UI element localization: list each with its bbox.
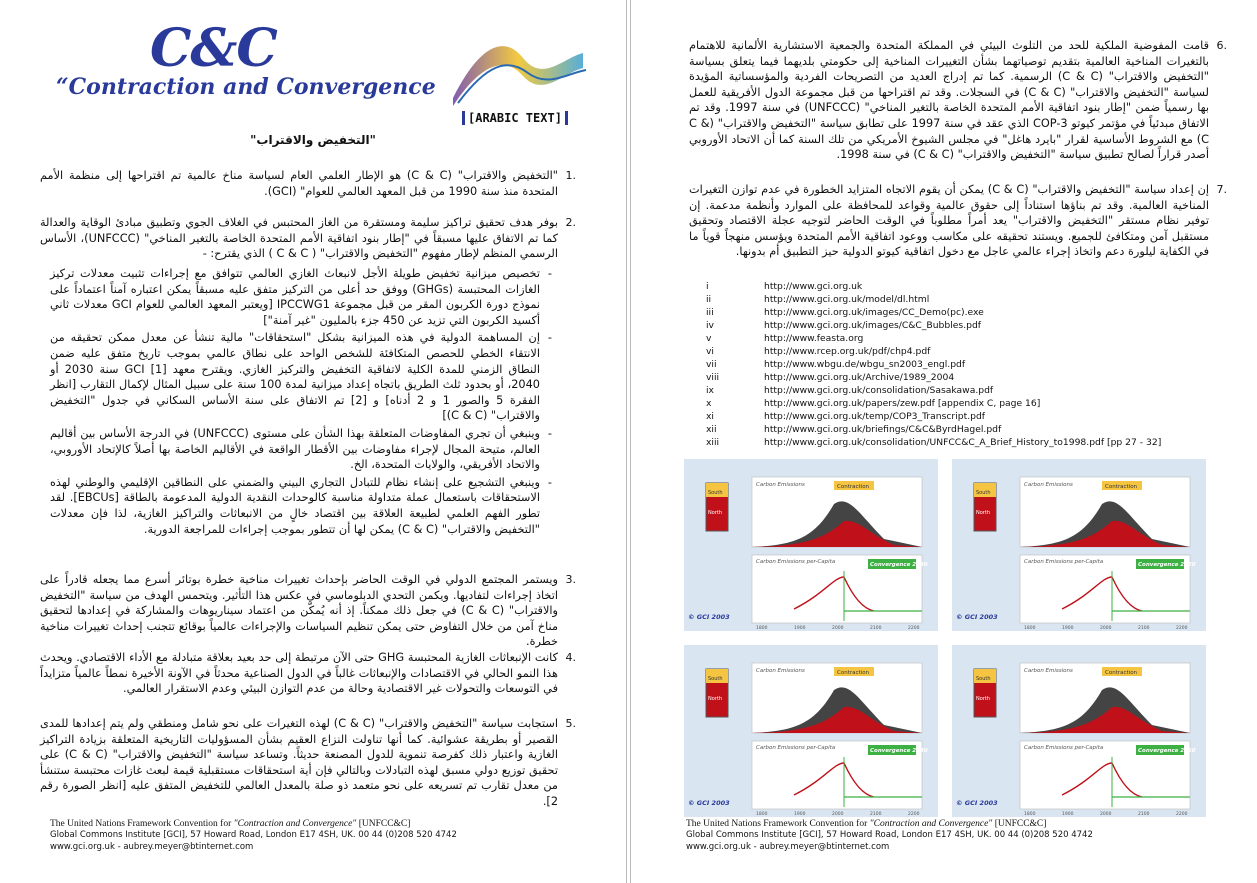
region-label-south: South — [708, 676, 723, 682]
footer-line-1: The United Nations Framework Convention for "Contraction and Convergence" [UNFCC&C] — [686, 818, 1047, 829]
paragraph-text: قامت المفوضية الملكية للحد من التلوث البيئي في المملكة المتحدة والجمعية الاستشارية الألمانية للاهتمام بالتغيرات المناخية العالمية بتقديم توصياتهما بشأن التغييرات المناخية إلى حكومتي بلديهما فيما يتعلق بسياسة "التخفيض والاقتراب" (C & C) الرسمية. كما تم إدراج العديد من التصريحات الفردية والمؤسساتية المؤيدة لسياسة "التخفيض والاقتراب" (C & C) في السجلات. وقد تم اقتراحها من قبل مجموعة الدول الأفريقية للعمل بها رسمياً ضمن "إطار بنود اتفاقية الأمم المتحدة الخاصة بالتغير المناخي" (UNFCCC) في سنة 1997. وقد تم الاتفاق مبدئياً في مؤتمر كيوتو COP-3 الذي عقد في سنة 1997 على تطابق سياسة "التخفيض والاقتراب" (C & C) مع الشروط الأساسية لقرار "بايرد هاغل" في مجلس الشيوخ الأمريكي من تلك السنة كما أن الاتحاد الأوروبي أصدر قراراً لصالح تطبيق سياسة "التخفيض والاقتراب" (C & C) في سنة 1998. — [689, 39, 1209, 162]
reference-url[interactable]: http://www.gci.org.uk/consolidation/UNFCC&C_A_Brief_History_to1998.pdf [pp 27 - 32] — [764, 437, 1162, 448]
reference-item — [706, 332, 1176, 345]
lower-chart-title: Carbon Emissions per-Capita — [756, 745, 836, 751]
reference-item — [706, 345, 1176, 358]
reference-url[interactable]: http://www.wbgu.de/wbgu_sn2003_engl.pdf — [764, 359, 966, 370]
gci-credit: © GCI 2003 — [956, 613, 998, 621]
upper-chart-title: Carbon Emissions — [1024, 668, 1073, 674]
list-item: - وينبغي التشجيع على إنشاء نظام للتبادل التجاري البيني والضمني على النطاقين الإقليمي والوطني لهذه الاستحقاقات باستعمال عملة متداولة مناسبة كالوحدات النقدية الدولية المدعومة بالطاقة [EBCUs]. لقد تطور الفهم العلمي لطبيعة العلاقة بين اقتصاد خالٍ من الانبعاثات والتراكيز الغازية، لذا فإن معدلات "التخفيض والاقتراب" (C & C) يمكن لها أن تتطور بموجب إجراءات للمراجعة الدورية. — [50, 475, 540, 537]
paragraph-text: "التخفيض والاقتراب" (C & C) هو الإطار العلمي العام لسياسة مناخ عالمية تم اقتراحها إلى منظمة الأمم المتحدة منذ سنة 1990 من قبل المعهد العالمي للعوام" (GCI). — [40, 169, 558, 198]
paragraph-text: بوفر هدف تحقيق تراكيز سليمة ومستقرة من الغاز المحتبس في الغلاف الجوي وتطبيق مبادئ الوقاية والعدالة كما تم الاتفاق عليها مسبقاً في "إطار بنود اتفاقية الأمم المتحدة الخاصة بالتغير المناخي" (UNFCCC)، الأساس الرسمي المنظم لإطار مفهوم "التخفيض والاقتراب" ( C & C ) الذي يقترح: - — [40, 216, 558, 261]
x-tick-label: 2200 — [1176, 812, 1188, 817]
lower-chart-title: Carbon Emissions per-Capita — [1024, 745, 1104, 751]
reference-numeral: x — [706, 398, 712, 409]
reference-url[interactable]: http://www.gci.org.uk/images/CC_Demo(pc).exe — [764, 307, 984, 318]
reference-item — [706, 306, 1176, 319]
paragraph-5 — [40, 716, 576, 810]
reference-item — [706, 423, 1176, 436]
reference-numeral: vii — [706, 359, 717, 370]
reference-url[interactable]: http://www.gci.org.uk/papers/zew.pdf [appendix C, page 16] — [764, 398, 1041, 409]
region-label-north: North — [976, 696, 990, 702]
x-tick-label: 2100 — [870, 626, 882, 631]
paragraph-text: كانت الإنبعاثات الغازية المحتبسة GHG حتى الآن مرتبطة إلى حد بعيد بعلاقة متبادلة مع الأداء الاقتصادي. ويحدث هذا النمو الحالي في الاقتصادات والإنبعاثات غالباً في الدول الصناعية محدثاً في الآونة الأخيرة نمطاً عالمياً متزايداً في التوسعات والتحولات غير الاقتصادية وحالة من عدم التوازن البيئي وعدم الاستقرار العالمي. — [40, 651, 558, 696]
reference-url[interactable]: http://www.rcep.org.uk/pdf/chp4.pdf — [764, 346, 931, 357]
contraction-label: Contraction — [1105, 484, 1138, 490]
x-tick-label: 1800 — [1024, 812, 1036, 817]
x-tick-label: 1800 — [756, 812, 768, 817]
logo-wave-graphic — [448, 28, 588, 108]
bullet-list — [50, 266, 540, 539]
reference-item — [706, 280, 1176, 293]
reference-numeral: xi — [706, 411, 714, 422]
region-label-south: South — [976, 676, 991, 682]
x-tick-label: 2100 — [1138, 812, 1150, 817]
logo-subtitle: “Contraction and Convergence — [56, 74, 436, 100]
contraction-convergence-figures — [684, 459, 1206, 819]
footer-line-2: Global Commons Institute [GCI], 57 Howard Road, London E17 4SH, UK. 00 44 (0)208 520 4742 — [686, 830, 1093, 840]
contraction-label: Contraction — [1105, 670, 1138, 676]
reference-numeral: ix — [706, 385, 714, 396]
list-item: - إن المساهمة الدولية في هذه الميزانية بشكل "استحقاقات" مالية تنشأ عن معدل ممكن تحقيقه من الانتقاء الخطي للحصص المتكافئة للشخص الواحد على نطاق عالمي بموجب تاريخ متفق عليه ضمن النطاق الزمني للمدة الكلية لاتفاقية التخفيض والتركيز الغازي. ويقترح معهد GCI [1] سنة 2030 أو 2040، أو بحدود ثلث الطريق باتجاه إعداد ميزانية لمدة 100 سنة على سبيل المثال لإكمال التقارب [انظر الفقرة 5 والصور 1 و 2 أدناه] و [2] تم الاتفاق على سنة الأساس السكاني في جدول "التخفيض والاقتراب" (C & C)] — [50, 330, 540, 424]
reference-numeral: xii — [706, 424, 717, 435]
region-label-north: North — [708, 696, 722, 702]
upper-chart-title: Carbon Emissions — [1024, 482, 1073, 488]
region-label-north: North — [708, 510, 722, 516]
paragraph-number: 2. — [565, 216, 576, 229]
paragraph-4 — [40, 650, 576, 697]
reference-url[interactable]: http://www.gci.org.uk/temp/COP3_Transcript.pdf — [764, 411, 986, 422]
contraction-label: Contraction — [837, 670, 870, 676]
reference-numeral: vi — [706, 346, 714, 357]
footer-line-1: The United Nations Framework Convention for "Contraction and Convergence" [UNFCC&C] — [50, 818, 411, 829]
x-tick-label: 1800 — [1024, 626, 1036, 631]
region-label-south: South — [708, 490, 723, 496]
paragraph-number: 7. — [1216, 183, 1227, 196]
x-tick-label: 2100 — [1138, 626, 1150, 631]
reference-list — [706, 280, 1176, 449]
footer-line-2: Global Commons Institute [GCI], 57 Howard Road, London E17 4SH, UK. 00 44 (0)208 520 4742 — [50, 830, 457, 840]
logo-title: C&C — [150, 18, 277, 79]
reference-url[interactable]: http://www.gci.org.uk/model/dl.html — [764, 294, 930, 305]
x-tick-label: 2200 — [908, 812, 920, 817]
list-item: - تخصيص ميزانية تخفيض طويلة الأجل لانبعاث الغازي العالمي تتوافق مع إجراءات تثبيت معدلات تركيز الغازات المحتبسة (GHGs) ووفق حد أعلى من التركيز متفق عليه مسبقاً يمكن اعتباره آمناً اعتماداً على نموذج دورة الكربون المقر من قبل مجموعة IPCCWG1 [ويعتبر المعهد العالمي للعوام GCI معدلات ثاني أكسيد الكربون التي تزيد عن 450 جزء بالمليون "غير آمنة"] — [50, 266, 540, 328]
reference-url[interactable]: http://www.gci.org.uk/consolidation/Sasakawa.pdf — [764, 385, 994, 396]
x-tick-label: 1900 — [794, 812, 806, 817]
paragraph-text: إن إعداد سياسة "التخفيض والاقتراب" (C & C) يمكن أن يقوم الاتجاه المتزايد الخطورة في عدم توازن التغيرات المناخية العالمية. وقد تم بناؤها استناداً إلى حقوق عالمية وقواعد للمحافظة على الموارد وأنظمة مدعمة. إن توفير نظام مستقر "التخفيض والاقتراب" يعد أمراً مطلوباً في الوقت الحاضر لتوجيه عجلة الاقتصاد وتحقيق مستقبل آمن ومتكافئ للجميع. ويستند تحقيقه على مكاسب ووعود اتفاقية الأمم المتحدة ويؤسس منهجاً قوياً ما في الكفاية ليلورة دعم واتخاذ إجراء عالمي عاجل مع دخول اتفاقية كيوتو الدولية حيز التطبيق أم بدونها. — [689, 183, 1209, 259]
paragraph-text: ويستمر المجتمع الدولي في الوقت الحاضر بإحداث تغييرات مناخية خطرة بوتائر أسرع مما يجعله قادراً على اتخاذ إجراءات لتفاديها. ويكمن التحدي الدبلوماسي في عكس هذا التأثير. ويتحمس الهدف من سياسة "التخفيض والاقتراب" (C & C) في جعل ذلك ممكناً. إذ أنه يُمكّن من اعتماد سيناريوهات والمشاركة في إعدادها لتحقيق مناخ آمن من خلال التفاوض حتى يمكن تنظيم السياسات والإجراءات عالمياً بوقائع تتجنب إحداث تغييرات مناخية خطرة. — [40, 573, 558, 649]
contraction-label: Contraction — [837, 484, 870, 490]
reference-item — [706, 371, 1176, 384]
paragraph-number: 5. — [565, 717, 576, 730]
reference-item — [706, 384, 1176, 397]
region-label-south: South — [976, 490, 991, 496]
x-tick-label: 1800 — [756, 626, 768, 631]
paragraph-number: 6. — [1216, 39, 1227, 52]
reference-url[interactable]: http://www.gci.org.uk/briefings/C&C&ByrdHagel.pdf — [764, 424, 1002, 435]
reference-url[interactable]: http://www.gci.org.uk/Archive/1989_2004 — [764, 372, 955, 383]
paragraph-3 — [40, 572, 576, 650]
convergence-label: Convergence 2050 — [1138, 748, 1196, 754]
upper-chart-title: Carbon Emissions — [756, 668, 805, 674]
convergence-label: Convergence 2030 — [870, 748, 928, 754]
convergence-label: Convergence 2030 — [870, 562, 928, 568]
x-tick-label: 2000 — [1100, 812, 1112, 817]
reference-item — [706, 358, 1176, 371]
x-tick-label: 2100 — [870, 812, 882, 817]
reference-item — [706, 293, 1176, 306]
reference-numeral: viii — [706, 372, 720, 383]
reference-url[interactable]: http://www.gci.org.uk — [764, 281, 863, 292]
reference-item — [706, 397, 1176, 410]
reference-item — [706, 410, 1176, 423]
x-tick-label: 1900 — [794, 626, 806, 631]
paragraph-text: استجابت سياسة "التخفيض والاقتراب" (C & C) لهذه التغيرات على نحو شامل ومنطقي ولم يتم إعدادها للمدى القصير أو بطريقة عشوائية. كما أنها تناولت النزاع العقيم بشأن المسؤوليات التاريخية المتعلقة بزيادة التراكيز الغازية واعتبار ذلك كفرصة تنموية للدول المصنعة حديثاً. وتساعد سياسة "التخفيض والاقتراب" (C & C) على تحقيق توزيع دولي مسبق لهذه التبادلات وبالتالي فإن أية استحقاقات مستقبلية قيمة لبعث غازات محتبسة ستنشأ من معدل تقارب تم تسريعه على نحو متعمد ذو صلة بالمعدل العالمي للتخفيض المتفق عليه [انظر الصورة رقم 2]. — [40, 717, 558, 808]
gci-credit: © GCI 2003 — [956, 799, 998, 807]
footer-line-3: www.gci.org.uk - aubrey.meyer@btinternet.com — [686, 841, 890, 852]
x-tick-label: 2200 — [908, 626, 920, 631]
paragraph-1 — [40, 168, 576, 199]
gci-credit: © GCI 2003 — [688, 799, 730, 807]
upper-chart-title: Carbon Emissions — [756, 482, 805, 488]
reference-url[interactable]: http://www.gci.org.uk/images/C&C_Bubbles.pdf — [764, 320, 982, 331]
reference-numeral: xiii — [706, 437, 720, 448]
footer-line-3: www.gci.org.uk - aubrey.meyer@btinternet.com — [50, 841, 254, 852]
region-label-north: North — [976, 510, 990, 516]
reference-numeral: iv — [706, 320, 714, 331]
paragraph-number: 3. — [565, 573, 576, 586]
document-title: "التخفيض والاقتراب" — [250, 133, 376, 147]
page-footer — [686, 819, 1093, 854]
gci-credit: © GCI 2003 — [688, 613, 730, 621]
paragraph-6 — [689, 38, 1227, 163]
lower-chart-title: Carbon Emissions per-Capita — [756, 559, 836, 565]
x-tick-label: 2000 — [832, 626, 844, 631]
reference-numeral: iii — [706, 307, 714, 318]
paragraph-number: 1. — [565, 169, 576, 182]
reference-item — [706, 436, 1176, 449]
paragraph-7 — [689, 182, 1227, 260]
x-tick-label: 1900 — [1062, 812, 1074, 817]
paragraph-2 — [40, 215, 576, 262]
reference-numeral: v — [706, 333, 712, 344]
reference-url[interactable]: http://www.feasta.org — [764, 333, 864, 344]
convergence-label: Convergence 2020 — [1138, 562, 1196, 568]
page-footer — [50, 819, 457, 854]
left-page — [0, 0, 627, 883]
x-tick-label: 2200 — [1176, 626, 1188, 631]
reference-numeral: i — [706, 281, 709, 292]
lower-chart-title: Carbon Emissions per-Capita — [1024, 559, 1104, 565]
x-tick-label: 1900 — [1062, 626, 1074, 631]
reference-item — [706, 319, 1176, 332]
reference-numeral: ii — [706, 294, 712, 305]
paragraph-number: 4. — [565, 651, 576, 664]
language-tag: [ARABIC TEXT] — [462, 111, 568, 125]
x-tick-label: 2000 — [832, 812, 844, 817]
x-tick-label: 2000 — [1100, 626, 1112, 631]
list-item: - وينبغي أن تجري المفاوضات المتعلقة بهذا الشأن على مستوى (UNFCCC) في الدرجة الأساس بين أقاليم العالم، متيحة المجال لإجراء مفاوضات بين الأقطار الواقعة في الأقاليم الخاصة بها أصلاً كالإتحاد الأوروبي، والاتحاد الأفريقي، والولايات المتحدة، الخ. — [50, 426, 540, 473]
